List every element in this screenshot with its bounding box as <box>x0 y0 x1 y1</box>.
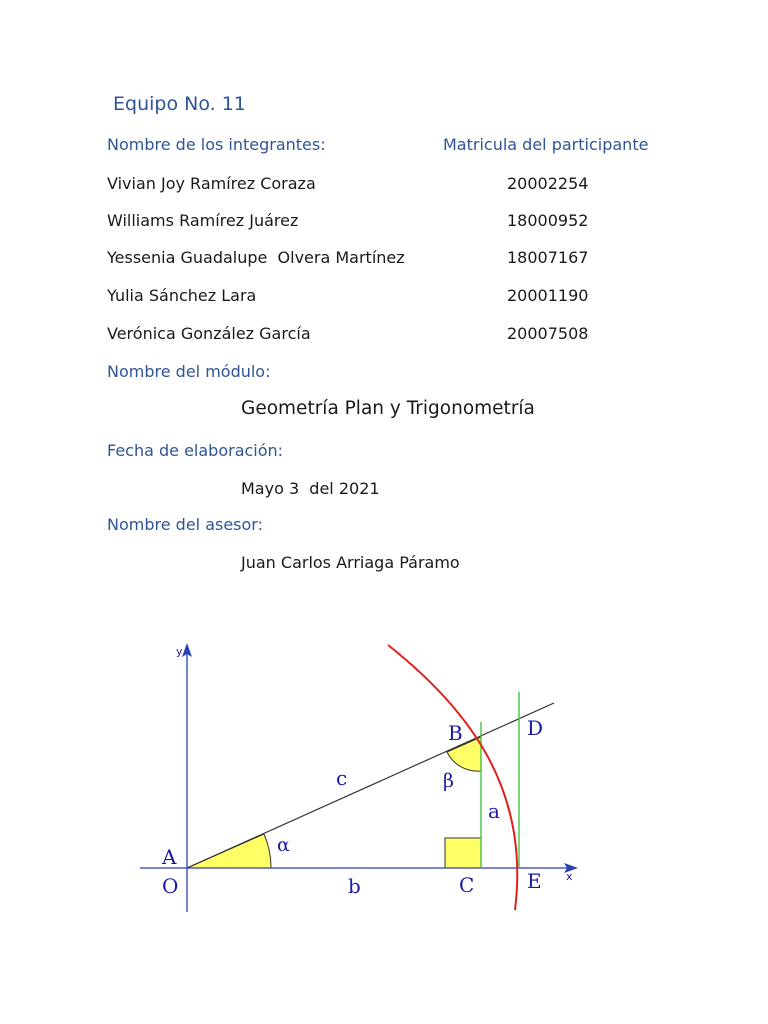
x-axis-label: x <box>566 870 573 883</box>
side-c-label: c <box>336 766 348 790</box>
point-c-label: C <box>459 873 475 897</box>
side-b-label: b <box>348 874 361 898</box>
point-d-label: D <box>527 716 544 740</box>
point-b-label: B <box>448 721 463 745</box>
team-title: Equipo No. 11 <box>113 93 246 115</box>
member-name: Williams Ramírez Juárez <box>107 211 299 230</box>
member-id: 20007508 <box>507 324 589 343</box>
member-name: Yessenia Guadalupe Olvera Martínez <box>107 248 405 267</box>
member-id: 20002254 <box>507 174 589 193</box>
module-label: Nombre del módulo: <box>107 362 271 381</box>
member-id: 18007167 <box>507 248 589 267</box>
y-axis-label: y <box>176 645 183 658</box>
hypotenuse-line <box>187 703 554 868</box>
date-value: Mayo 3 del 2021 <box>241 479 380 498</box>
side-a-label: a <box>488 799 500 823</box>
point-e-label: E <box>527 869 542 893</box>
member-name: Vivian Joy Ramírez Coraza <box>107 174 316 193</box>
member-id: 18000952 <box>507 211 589 230</box>
members-name-heading: Nombre de los integrantes: <box>107 135 326 154</box>
member-name: Yulia Sánchez Lara <box>107 286 257 305</box>
point-o-label: O <box>162 874 179 898</box>
member-name: Verónica González García <box>107 324 311 343</box>
members-id-heading: Matricula del participante <box>443 135 649 154</box>
date-label: Fecha de elaboración: <box>107 441 284 460</box>
alpha-label: α <box>277 834 290 856</box>
advisor-label: Nombre del asesor: <box>107 515 263 534</box>
beta-label: β <box>443 770 454 792</box>
member-id: 20001190 <box>507 286 589 305</box>
point-a-label: A <box>162 845 177 869</box>
advisor-value: Juan Carlos Arriaga Páramo <box>241 553 460 572</box>
right-angle-mark <box>445 838 481 868</box>
module-value: Geometría Plan y Trigonometría <box>241 398 535 419</box>
